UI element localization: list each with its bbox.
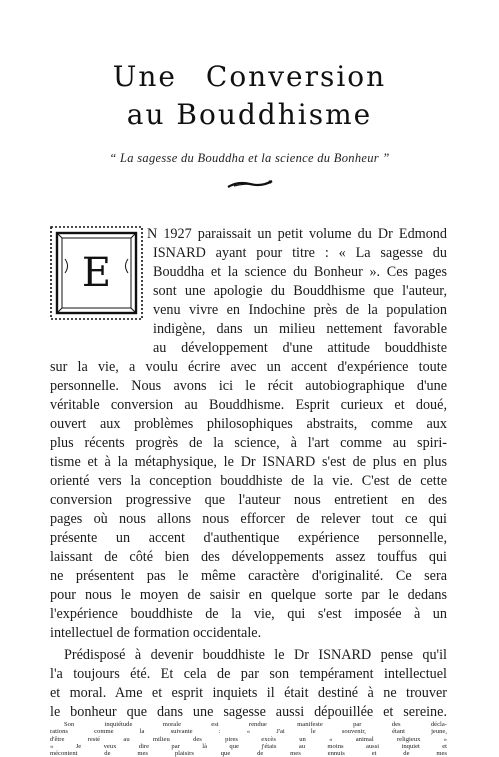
drop-cap-letter: E [81,250,112,296]
text-line: et moral. Ame et esprit inquiets il était destiné à ne trouver [50,685,447,701]
text-line: présente un accent d'authentique expérience personnelle, [50,530,447,546]
text-line: pour nous le moyen de saisir en quelque sorte par le dedans [50,587,447,603]
text-line: pages où nous allons nous efforcer de relever tout ce qui [50,511,447,527]
text-line: sont une apologie du Bouddhisme que l'auteur, [153,283,447,299]
text-line: intellectuel de formation occidentale. [50,625,262,641]
drop-cap [50,226,143,320]
text-line: personnelle. Nous avons ici le récit autobiographique d'une [50,378,447,394]
text-line: tisme et à la métaphysique, le Dr ISNARD s'est de plus en plus [50,454,447,470]
text-line: rations comme la suivante : « J'ai le souvenir, étant jeune, [50,728,447,736]
text-line: plus récents progrès de la science, à l'art comme au spiri- [50,435,447,451]
text-line: Bouddha et la science du Bonheur ». Ces pages [153,264,447,280]
text-line: laissant de côté bien des développements assez touffus qui [50,549,447,565]
text-line: « Je veux dire par là que j'étais au moins aussi inquiet et [50,742,447,750]
text-line: conversion progressive que l'auteur nous entretient en des [50,492,447,508]
article-title-line-1: Une Conversion [112,60,387,93]
text-line: ouvert aux problèmes philosophiques abstraits, comme aux [50,416,447,432]
text-line: venu vivre en Indochine près de la population [153,302,447,318]
text-line: ISNARD ayant pour titre : « La sagesse du [153,245,447,261]
text-line: le bonheur que dans une sagesse aussi dépouillée et sereine. [50,704,447,720]
text-line: N 1927 paraissait un petit volume du Dr Edmond [147,226,447,242]
text-line: véritable conversion au Bouddhisme. Esprit curieux et doué, [50,397,447,413]
text-line: au développement d'une attitude bouddhiste [153,340,447,356]
text-line: l'a toujours été. Et cela de par son tempérament intellectuel [50,666,447,682]
article-title-line-2: au Bouddhisme [126,98,373,131]
text-line: mécontent de mes plaisirs que de mes ennuis et de mes [50,750,447,757]
text-line: orienté vers la conception bouddhiste de la vie. C'est de cette [50,473,447,489]
text-line: ne présentent pas le même caractère d'originalité. Ce sera [50,568,447,584]
text-line: d'être resté au milieu des pires excès un « animal religieux » [50,735,447,743]
text-line: Son inquiétude morale est rendue manifeste par des décla- [64,721,447,728]
text-line: sur la vie, a voulu écrire avec un accent d'expérience toute [50,359,447,375]
article-subtitle: “ La sagesse du Bouddha et la science du Bonheur ” [109,151,390,165]
ornament-icon [226,178,274,190]
text-line: l'expérience bouddhiste de la vie, qui s'est imposée à un [50,606,447,622]
text-line: Prédisposé à devenir bouddhiste le Dr ISNARD pense qu'il [64,647,447,663]
text-line: indigène, dans un milieu nettement favorable [153,321,447,337]
